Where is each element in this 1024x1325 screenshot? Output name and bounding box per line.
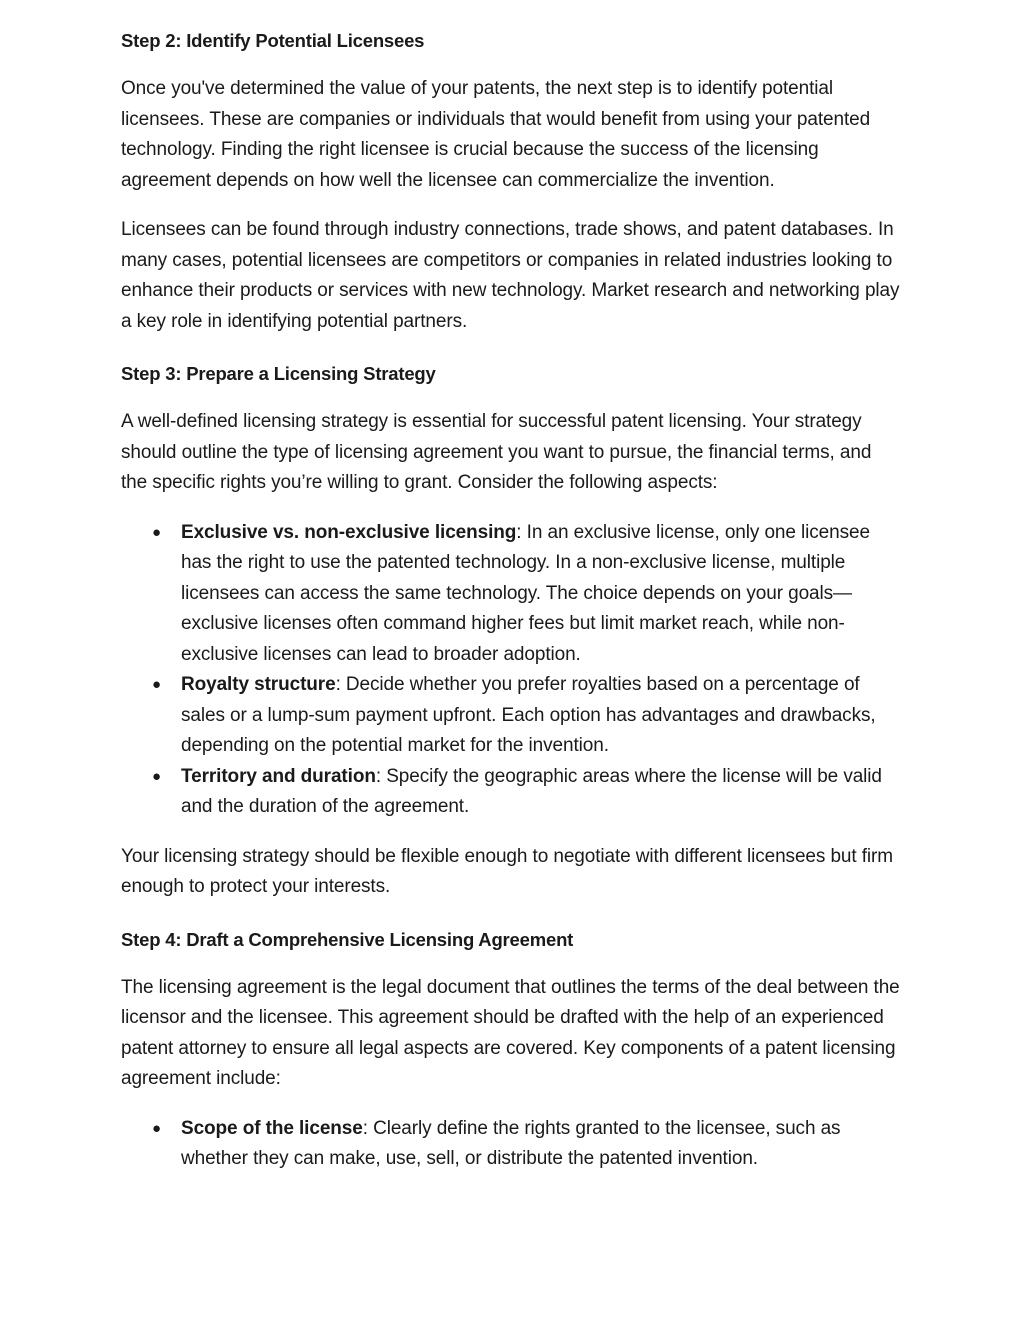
bullet-text: : Clearly define the rights granted to the licensee, such as whether they can make, use, sell, or distribute the patented invention.: [181, 1117, 841, 1169]
paragraph-step-4-intro: The licensing agreement is the legal document that outlines the terms of the deal between the licensor and the licensee. This agreement should be drafted with the help of an experienced patent attorney to ensure all legal aspects are covered. Key components of a patent licensing agreement include:: [121, 976, 900, 1089]
bullet-icon: ●: [152, 676, 161, 693]
bullet-icon: ●: [152, 1119, 161, 1137]
list-item: [121, 762, 901, 823]
list-item: [121, 518, 901, 671]
paragraph-step-3-outro: Your licensing strategy should be flexible enough to negotiate with different licensees but firm enough to protect your interests.: [121, 845, 893, 897]
bullet-icon: ●: [152, 523, 161, 541]
bullet-term: Royalty structure: [181, 674, 336, 695]
bullet-list-step-4: [121, 1114, 901, 1175]
list-item: [121, 670, 901, 762]
paragraph-step-2-2: Licensees can be found through industry connections, trade shows, and patent databases. In many cases, potential licensees are competitors or companies in related industries looking to enhance their products or services with new technology. Market research and networking play a key role in identifying potential partners.: [121, 219, 900, 332]
section-heading-step-2: Step 2: Identify Potential Licensees: [121, 30, 425, 51]
bullet-text: : Decide whether you prefer royalties based on a percentage of sales or a lump-sum payment upfront. Each option has advantages and drawbacks, depending on the potential market for the invention.: [181, 674, 876, 756]
section-heading-step-4: Step 4: Draft a Comprehensive Licensing Agreement: [121, 928, 574, 950]
bullet-list-step-3: [121, 518, 901, 823]
bullet-text: : Specify the geographic areas where the license will be valid and the duration of the agreement.: [181, 765, 882, 817]
paragraph-step-2-1: Once you've determined the value of your patents, the next step is to identify potential licensees. These are companies or individuals that would benefit from using your patented technology. Finding the right licensee is crucial because the success of the licensing agreement depends on how well the licensee can commercialize the invention.: [121, 78, 871, 191]
list-item: [121, 1114, 901, 1175]
bullet-term: Exclusive vs. non-exclusive licensing: [181, 521, 517, 543]
section-heading-step-3: Step 3: Prepare a Licensing Strategy: [121, 363, 436, 384]
bullet-term: Territory and duration: [181, 765, 376, 787]
bullet-term: Scope of the license: [181, 1117, 363, 1139]
bullet-icon: ●: [152, 767, 161, 785]
document-page: [121, 26, 901, 1175]
paragraph-step-3-intro: A well-defined licensing strategy is essential for successful patent licensing. Your strategy should outline the type of licensing agreement you want to pursue, the financial terms, and the specific rights you’re willing to grant. Consider the following aspects:: [121, 411, 872, 493]
bullet-text: : In an exclusive license, only one licensee has the right to use the patented technology. In a non-exclusive license, multiple licensees can access the same technology. The choice depends on your goals—exclusive licenses often command higher fees but limit market reach, while non-exclusive licenses can lead to broader adoption.: [181, 521, 870, 665]
